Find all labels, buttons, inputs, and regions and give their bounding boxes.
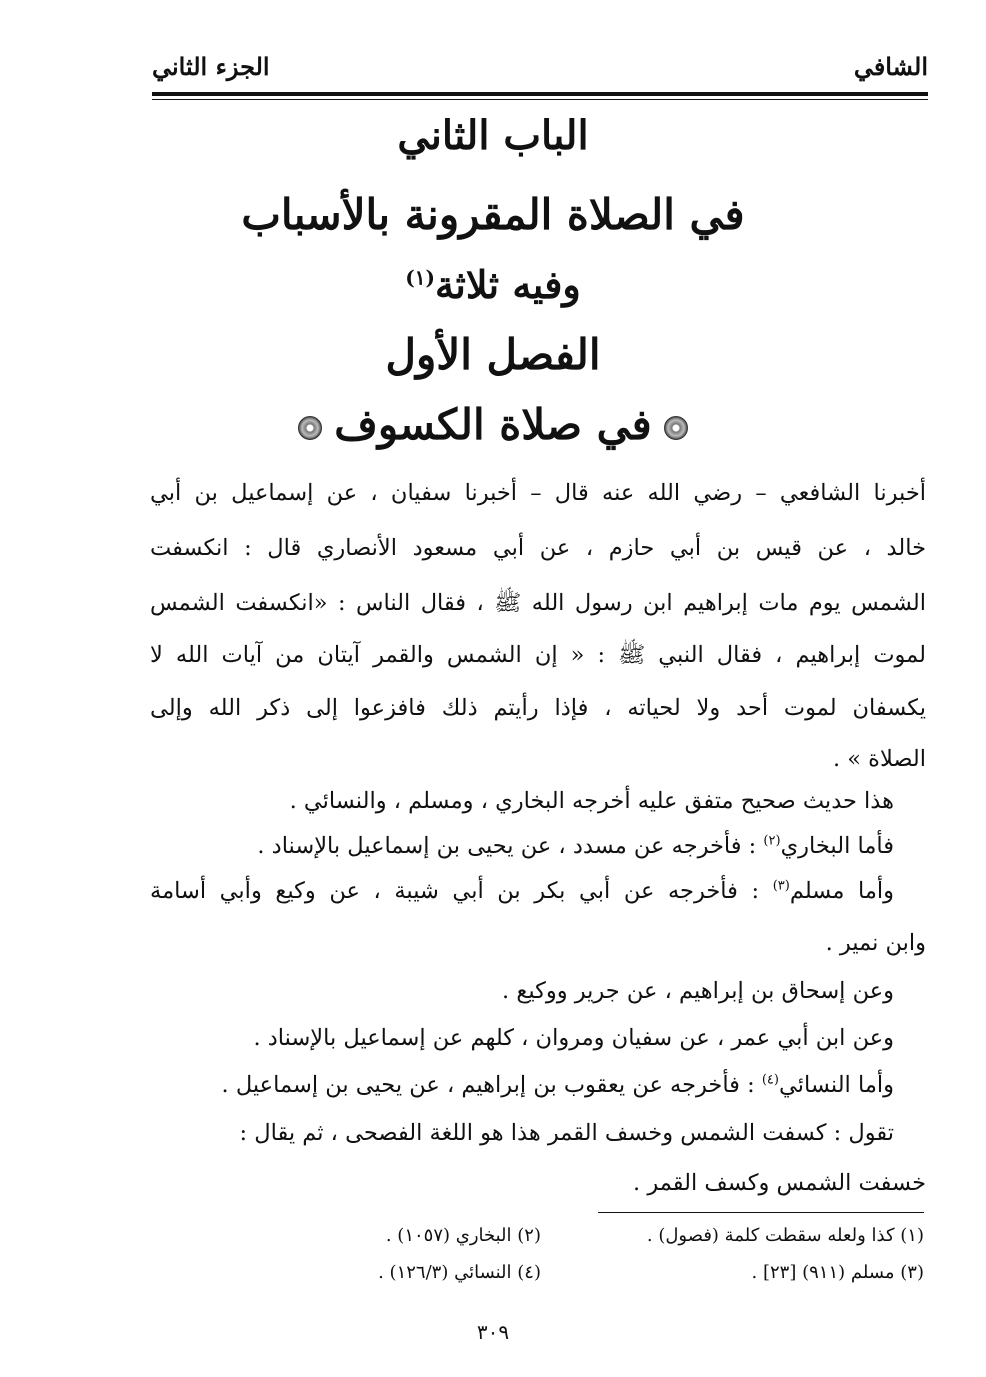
chapter-contains-text: وفيه ثلاثة [434,262,581,307]
body-line: الصلاة » . [832,746,926,772]
body-line [150,833,926,859]
body-text-span: وأما النسائي [778,1072,894,1098]
body-line: تقول : كسفت الشمس وخسف القمر هذا هو اللغة الفصحى ، ثم يقال : [239,1120,894,1146]
body-line: أخبرنا الشافعي – رضي الله عنه قال – أخبرنا سفيان ، عن إسماعيل بن أبي [150,480,926,506]
body-text-span: : فأخرجه عن أبي بكر بن أبي شيبة ، عن وكيع وأبي أسامة [150,878,760,904]
section-title: الفصل الأول [385,330,601,379]
chapter-contains [0,262,986,307]
header-rule-thick [152,92,928,96]
body-line: الشمس يوم مات إبراهيم ابن رسول الله ﷺ ، فقال الناس : «انكسفت الشمس [150,590,926,616]
body-line: خسفت الشمس وكسف القمر . [633,1170,926,1196]
body-line: وعن إسحاق بن إبراهيم ، عن جرير ووكيع . [502,978,894,1004]
body-line: هذا حديث صحيح متفق عليه أخرجه البخاري ، ومسلم ، والنسائي . [289,788,894,814]
body-line [150,1072,926,1098]
running-header-book: الشافي [853,52,928,81]
footnote-ref-3: (٣) [772,878,790,894]
body-text-span: : فأخرجه عن يعقوب بن إبراهيم ، عن يحيى بن إسماعيل . [221,1072,755,1098]
body-line [150,878,926,904]
body-text-span: وأما مسلم [789,878,895,904]
body-text-span: فأما البخاري [780,833,894,859]
footnote-4: (٤) النسائي (١٢٦/٣) . [378,1262,541,1283]
body-text-span: : فأخرجه عن مسدد ، عن يحيى بن إسماعيل بالإسناد . [257,833,757,859]
footnote-3: (٣) مسلم (٩١١) [٢٣] . [751,1262,924,1283]
body-line: وابن نمير . [825,930,926,956]
chapter-title: الباب الثاني [397,112,589,159]
chapter-subject: في الصلاة المقرونة بالأسباب [241,190,745,239]
flower-ornament-icon [664,416,688,440]
flower-ornament-icon [298,416,322,440]
running-header-volume: الجزء الثاني [152,52,270,81]
footnote-ref-4: (٤) [761,1072,779,1088]
footnote-separator [598,1212,924,1213]
body-line: لموت إبراهيم ، فقال النبي ﷺ : « إن الشمس والقمر آيتان من آيات الله لا [150,642,926,668]
footnote-ref-1: (١) [405,265,435,290]
body-line: خالد ، عن قيس بن أبي حازم ، عن أبي مسعود الأنصاري قال : انكسفت [150,535,926,561]
footnote-1: (١) كذا ولعله سقطت كلمة (فصول) . [646,1225,924,1246]
header-rule-thin [152,99,928,100]
page-number: ٣٠٩ [476,1320,510,1344]
section-subject-text: في صلاة الكسوف [334,400,652,449]
footnote-2: (٢) البخاري (١٠٥٧) . [385,1225,541,1246]
section-subject [0,400,986,449]
body-line: وعن ابن أبي عمر ، عن سفيان ومروان ، كلهم عن إسماعيل بالإسناد . [253,1025,894,1051]
body-line: يكسفان لموت أحد ولا لحياته ، فإذا رأيتم ذلك فافزعوا إلى ذكر الله وإلى [150,695,926,721]
footnote-ref-2: (٢) [763,833,781,849]
